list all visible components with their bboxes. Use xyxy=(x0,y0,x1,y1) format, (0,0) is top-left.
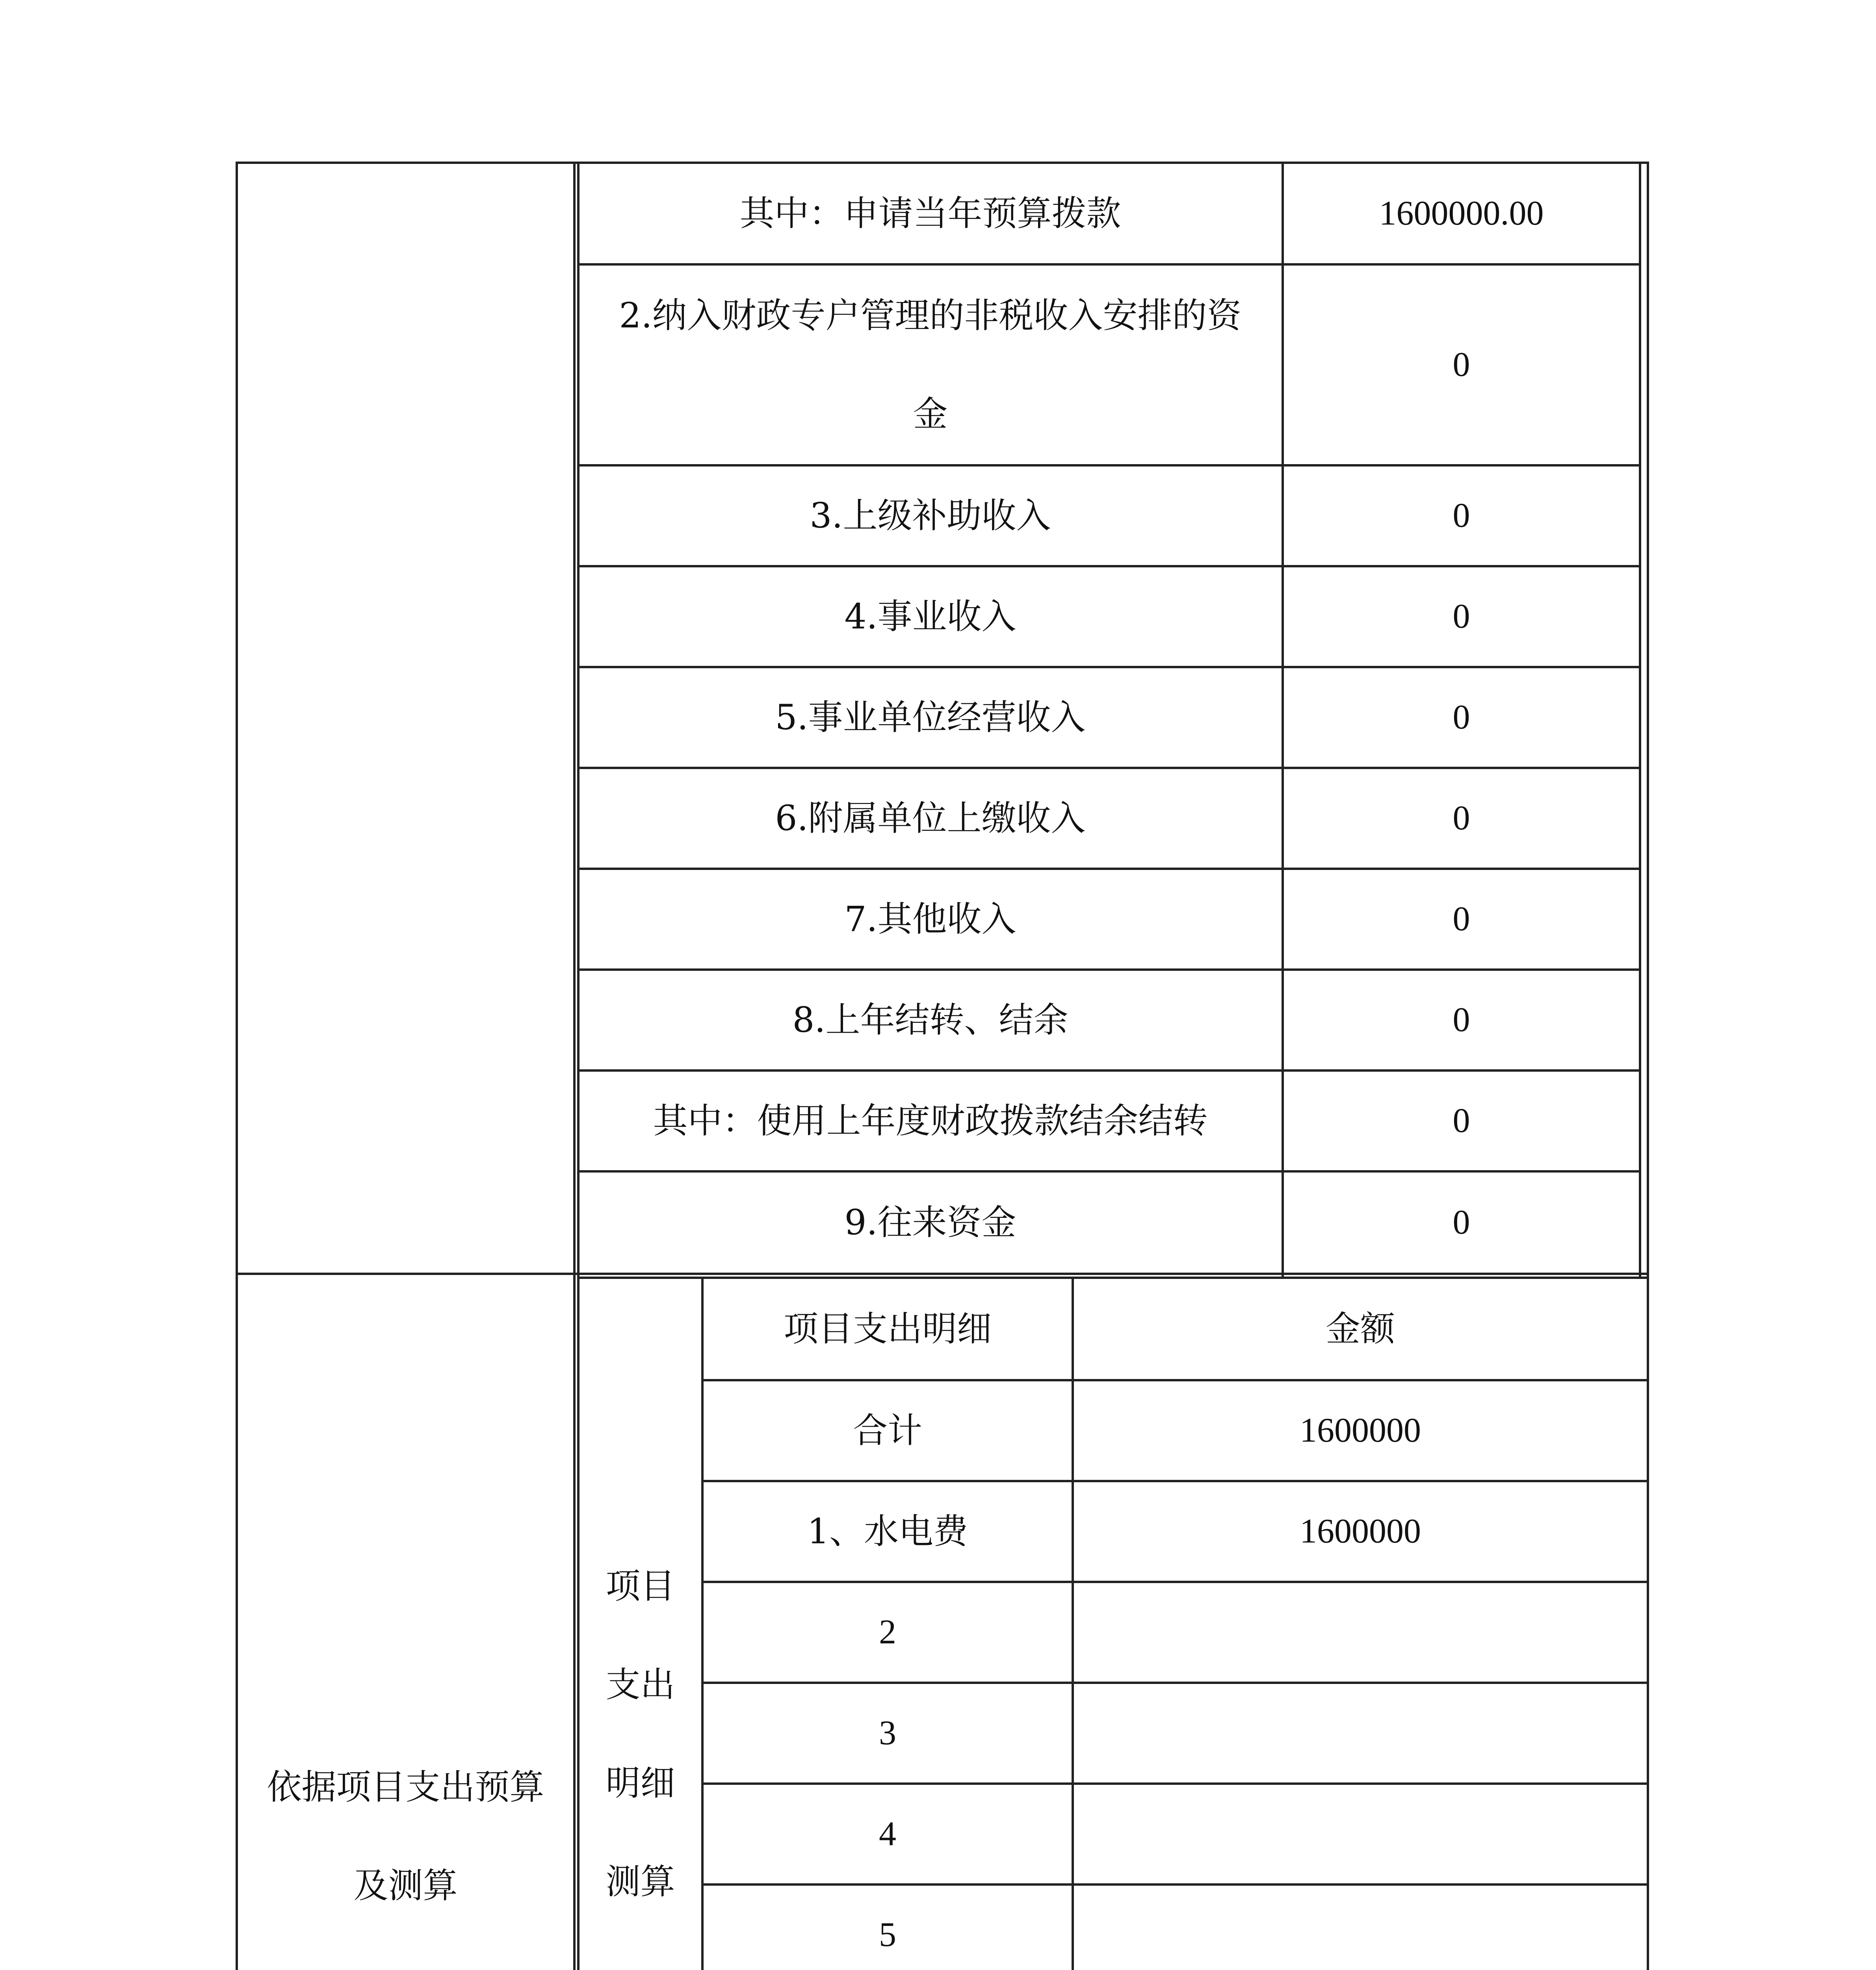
detail-label-chars: 项目 xyxy=(606,1565,675,1606)
detail-label-chars: 支出 xyxy=(606,1664,675,1705)
col-divider-right-inner xyxy=(1639,162,1641,1277)
funding-value: 0 xyxy=(1453,346,1470,384)
funding-label: 其中：使用上年度财政拨款结余结转 xyxy=(653,1100,1208,1141)
detail-amount xyxy=(1074,1886,1647,1970)
funding-value: 0 xyxy=(1453,1001,1470,1039)
detail-item: 2 xyxy=(879,1613,896,1651)
funding-value: 0 xyxy=(1453,900,1470,938)
section-label-line: 依据项目支出预算 xyxy=(267,1767,544,1807)
funding-label: 3.上级补助收入 xyxy=(810,495,1051,536)
detail-amount xyxy=(1074,1785,1647,1883)
funding-value: 0 xyxy=(1453,597,1470,636)
detail-header-item: 项目支出明细 xyxy=(783,1308,992,1349)
funding-label: 7.其他收入 xyxy=(844,899,1016,939)
funding-label-line: 金 xyxy=(913,394,948,434)
detail-item: 1、水电费 xyxy=(807,1511,968,1552)
funding-value: 0 xyxy=(1453,698,1470,736)
detail-label-chars: 测算 xyxy=(606,1861,675,1902)
funding-value: 0 xyxy=(1453,1203,1470,1241)
funding-label: 6.附属单位上缴收入 xyxy=(775,798,1086,838)
funding-label-line: 2.纳入财政专户管理的非税收入安排的资 xyxy=(619,295,1242,336)
detail-item: 3 xyxy=(879,1714,896,1752)
detail-amount xyxy=(1074,1583,1647,1682)
col-divider-left xyxy=(573,162,576,1970)
funding-value: 0 xyxy=(1453,1102,1470,1140)
detail-section-label xyxy=(580,1279,701,1970)
funding-value: 0 xyxy=(1453,799,1470,837)
detail-item: 合计 xyxy=(853,1410,922,1451)
funding-label: 8.上年结转、结余 xyxy=(792,1000,1068,1040)
funding-label: 9.往来资金 xyxy=(844,1202,1016,1243)
section-label-line: 及测算 xyxy=(353,1865,458,1906)
funding-value: 1600000.00 xyxy=(1379,194,1544,232)
funding-label-multiline xyxy=(579,266,1282,464)
detail-header-amount: 金额 xyxy=(1325,1308,1395,1349)
funding-label: 4.事业收入 xyxy=(844,596,1016,637)
detail-item: 5 xyxy=(879,1916,896,1954)
detail-amount: 1600000 xyxy=(1300,1411,1421,1450)
section-label-basis xyxy=(238,1275,573,1970)
detail-item: 4 xyxy=(879,1815,896,1853)
detail-amount xyxy=(1074,1684,1647,1782)
funding-label: 其中：申请当年预算拨款 xyxy=(739,193,1121,234)
detail-amount: 1600000 xyxy=(1300,1512,1421,1550)
funding-value: 0 xyxy=(1453,496,1470,535)
funding-label: 5.事业单位经营收入 xyxy=(775,697,1086,738)
detail-label-chars: 明细 xyxy=(606,1762,675,1803)
